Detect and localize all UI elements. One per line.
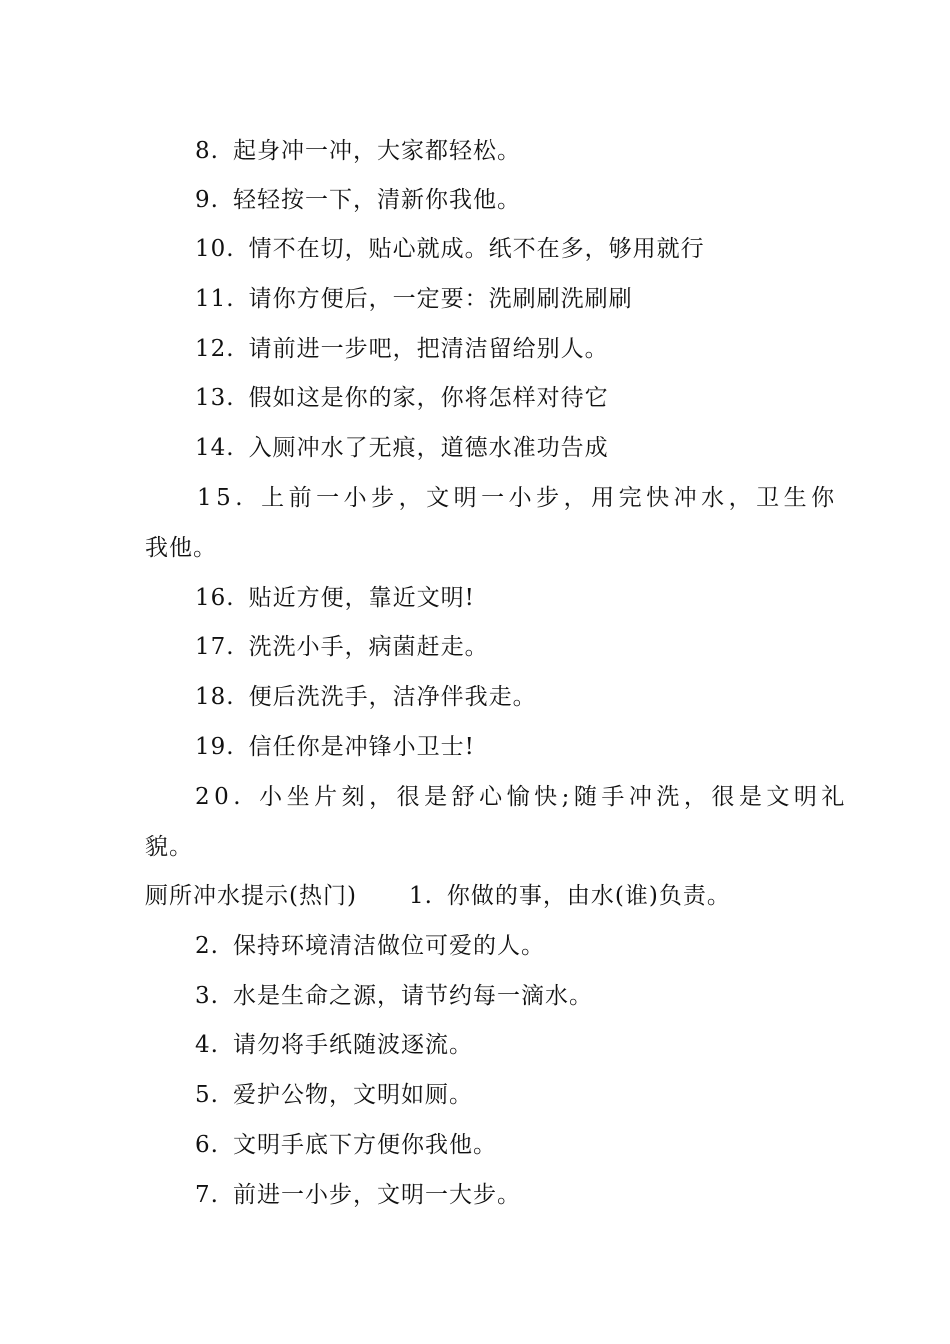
item-number: 12. [195, 336, 235, 362]
item-number: 9. [195, 187, 219, 213]
list-item [195, 284, 633, 314]
list-item [195, 1030, 473, 1060]
item-number: 18. [195, 684, 235, 710]
list-item [195, 1130, 497, 1160]
list-item [195, 632, 489, 662]
item-text: 贴近方便，靠近文明! [248, 585, 475, 611]
section-heading: 厕所冲水提示(热门) [145, 883, 357, 909]
item-text: 保持环境清洁做位可爱的人。 [232, 933, 545, 959]
item-number: 19. [195, 734, 235, 760]
list-item [195, 1180, 521, 1210]
list-item [195, 185, 521, 215]
item-number: 13. [195, 385, 235, 411]
list-item [195, 334, 609, 364]
list-item [195, 383, 609, 413]
list-item [195, 583, 475, 613]
item-text: 信任你是冲锋小卫士! [248, 734, 475, 760]
item-text: 请你方便后，一定要：洗刷刷洗刷刷 [248, 286, 633, 312]
item-text: 水是生命之源，请节约每一滴水。 [232, 983, 593, 1009]
item-text: 请勿将手纸随波逐流。 [232, 1032, 473, 1058]
list-item [195, 981, 593, 1011]
item-text: 起身冲一冲，大家都轻松。 [232, 138, 521, 164]
item-number: 1. [408, 883, 433, 909]
item-number: 3. [195, 983, 219, 1009]
item-number: 17. [195, 634, 235, 660]
item-number: 20. [195, 784, 246, 810]
list-item [195, 1080, 473, 1110]
item-text: 上前一小步，文明一小步，用完快冲水，卫生你 [261, 485, 839, 511]
list-item [195, 433, 609, 463]
item-text: 洗洗小手，病菌赶走。 [248, 634, 489, 660]
list-item [195, 782, 849, 812]
item-text-continuation: 貌。 [145, 834, 193, 860]
list-item-continuation [145, 533, 217, 563]
item-text: 前进一小步，文明一大步。 [232, 1182, 521, 1208]
item-text: 你做的事，由水(谁)负责。 [446, 883, 731, 909]
item-text: 请前进一步吧，把清洁留给别人。 [248, 336, 609, 362]
item-number: 15. [197, 485, 248, 511]
item-text: 假如这是你的家，你将怎样对待它 [248, 385, 609, 411]
list-item [195, 732, 475, 762]
list-item [197, 483, 839, 513]
item-number: 14. [195, 435, 235, 461]
item-number: 16. [195, 585, 235, 611]
item-number: 2. [195, 933, 219, 959]
item-text: 便后洗洗手，洁净伴我走。 [248, 684, 537, 710]
list-item-continuation [145, 832, 193, 862]
item-text: 文明手底下方便你我他。 [232, 1132, 497, 1158]
list-item [195, 234, 705, 264]
list-item [195, 931, 545, 961]
item-text: 轻轻按一下，清新你我他。 [232, 187, 521, 213]
item-number: 5. [195, 1082, 219, 1108]
list-item [195, 682, 537, 712]
item-number: 11. [195, 286, 235, 312]
item-number: 6. [195, 1132, 219, 1158]
item-number: 10. [195, 236, 235, 262]
item-text: 入厕冲水了无痕，道德水准功告成 [248, 435, 609, 461]
item-text: 爱护公物，文明如厕。 [232, 1082, 473, 1108]
item-text: 情不在切，贴心就成。纸不在多，够用就行 [248, 236, 705, 262]
item-number: 7. [195, 1182, 219, 1208]
section-line [145, 881, 731, 911]
item-text-continuation: 我他。 [145, 535, 217, 561]
item-text: 小坐片刻，很是舒心愉快;随手冲洗，很是文明礼 [259, 784, 849, 810]
list-item [195, 136, 521, 166]
item-number: 4. [195, 1032, 219, 1058]
item-number: 8. [195, 138, 219, 164]
